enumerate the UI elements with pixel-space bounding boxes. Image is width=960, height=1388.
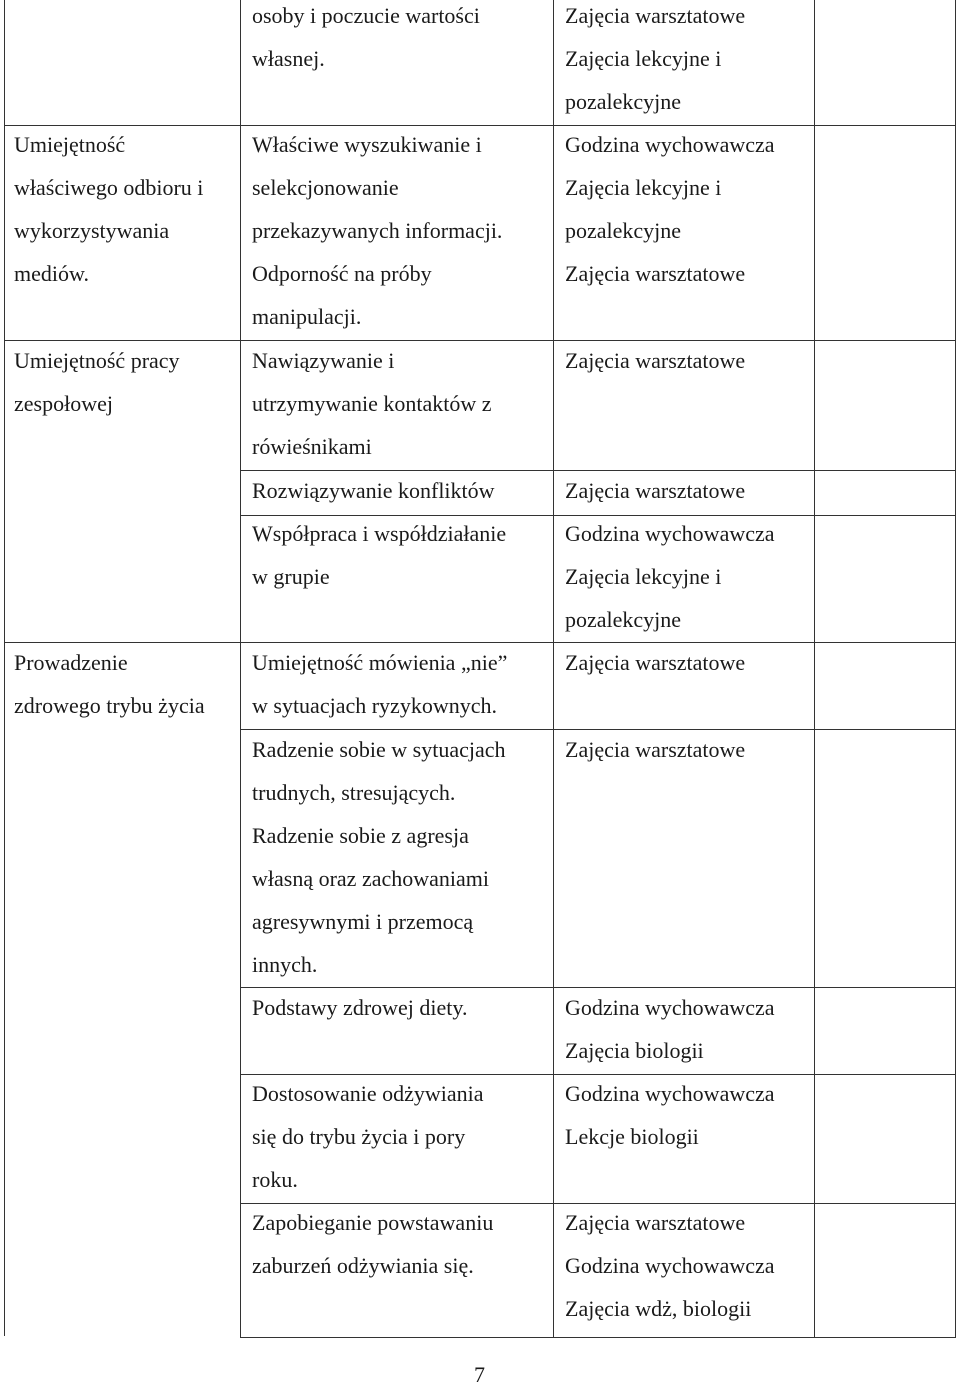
table-border-bottom [240,1337,956,1338]
table-cell-text: zaburzeń odżywiania się. [252,1253,474,1278]
table-cell-text: Umiejętność mówienia „nie” [252,650,508,675]
table-cell-text: Zajęcia warsztatowe [565,1210,746,1235]
table-cell-text: Podstawy zdrowej diety. [252,995,468,1020]
table-cell-text: Właściwe wyszukiwanie i [252,132,482,157]
row-border [240,1203,956,1204]
table-cell-text: Umiejętność [14,132,126,157]
row-border [4,642,956,643]
table-cell-text: Umiejętność pracy [14,348,180,373]
table-cell-text: Dostosowanie odżywiania [252,1081,484,1106]
table-cell-text: Zajęcia warsztatowe [565,650,746,675]
table-cell-text: się do trybu życia i pory [252,1124,466,1149]
table-border-col2 [553,0,554,1338]
table-cell-text: Zajęcia warsztatowe [565,261,746,286]
table-cell-text: agresywnymi i przemocą [252,909,474,934]
row-border [4,340,956,341]
table-border-left [4,0,5,1336]
table-cell-text: Zajęcia warsztatowe [565,478,746,503]
table-cell-text: Godzina wychowawcza [565,995,775,1020]
table-cell-text: własną oraz zachowaniami [252,866,489,891]
row-border [240,1074,956,1075]
table-cell-text: Zajęcia lekcyjne i [565,46,722,71]
table-cell-text: Zajęcia wdż, biologii [565,1296,752,1321]
table-cell-text: Godzina wychowawcza [565,1253,775,1278]
table-cell-text: Godzina wychowawcza [565,521,775,546]
row-border [240,470,956,471]
table-cell-text: trudnych, stresujących. [252,780,456,805]
table-cell-text: roku. [252,1167,298,1192]
table-cell-text: Nawiązywanie i [252,348,395,373]
table-border-right [955,0,956,1338]
table-cell-text: pozalekcyjne [565,607,682,632]
table-border-col3 [814,0,815,1338]
table-cell-text: Zajęcia warsztatowe [565,3,746,28]
row-border [240,729,956,730]
table-cell-text: Zajęcia lekcyjne i [565,564,722,589]
table-cell-text: rówieśnikami [252,434,372,459]
table-cell-text: utrzymywanie kontaktów z [252,391,492,416]
table-cell-text: Zajęcia biologii [565,1038,704,1063]
table-cell-text: Godzina wychowawcza [565,1081,775,1106]
table-cell-text: selekcjonowanie [252,175,399,200]
table-cell-text: pozalekcyjne [565,89,682,114]
page-number: 7 [474,1362,485,1387]
table-cell-text: Radzenie sobie w sytuacjach [252,737,506,762]
row-border [240,515,956,516]
table-cell-text: manipulacji. [252,304,362,329]
table-cell-text: przekazywanych informacji. [252,218,503,243]
row-border [4,125,956,126]
table-cell-text: Radzenie sobie z agresja [252,823,469,848]
table-cell-text: innych. [252,952,318,977]
table-cell-text: Zapobieganie powstawaniu [252,1210,494,1235]
table-cell-text: Prowadzenie [14,650,128,675]
table-cell-text: zdrowego trybu życia [14,693,205,718]
table-cell-text: w grupie [252,564,330,589]
table-cell-text: zespołowej [14,391,113,416]
table-cell-text: pozalekcyjne [565,218,682,243]
table-cell-text: osoby i poczucie wartości [252,3,480,28]
table-cell-text: mediów. [14,261,89,286]
table-cell-text: Godzina wychowawcza [565,132,775,157]
table-cell-text: Zajęcia warsztatowe [565,348,746,373]
table-cell-text: w sytuacjach ryzykownych. [252,693,497,718]
table-cell-text: Rozwiązywanie konfliktów [252,478,495,503]
table-cell-text: własnej. [252,46,325,71]
table-cell-text: wykorzystywania [14,218,170,243]
table-cell-text: Odporność na próby [252,261,432,286]
table-border-col1 [240,0,241,1338]
table-cell-text: Zajęcia warsztatowe [565,737,746,762]
row-border [240,987,956,988]
table-cell-text: Zajęcia lekcyjne i [565,175,722,200]
table-cell-text: właściwego odbioru i [14,175,204,200]
table-cell-text: Współpraca i współdziałanie [252,521,507,546]
table-cell-text: Lekcje biologii [565,1124,699,1149]
